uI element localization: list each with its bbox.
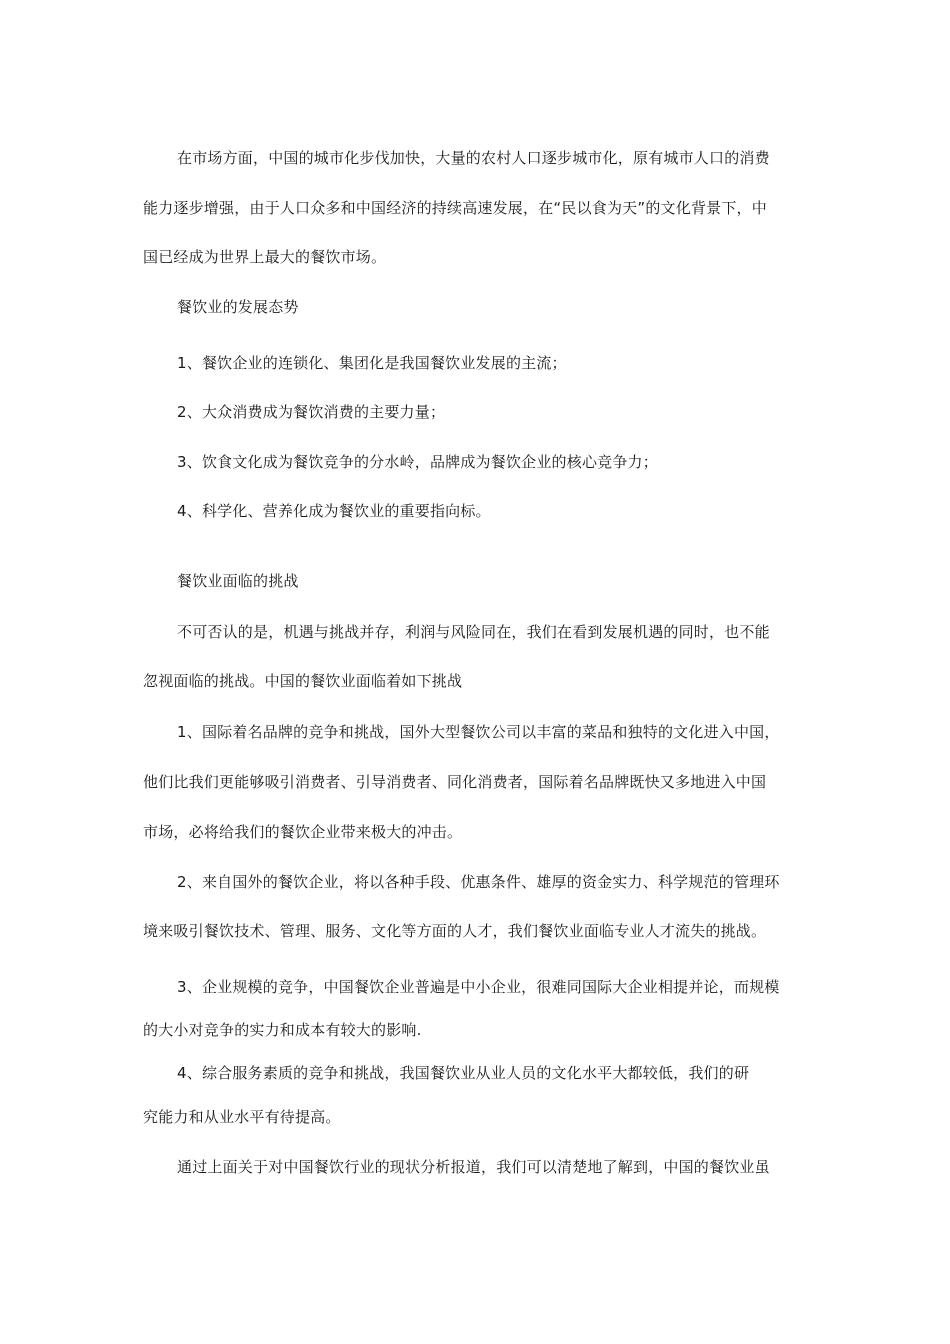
challenge-item-1-line-1: 1、国际着名品牌的竞争和挑战，国外大型餐饮公司以丰富的菜品和独特的文化进入中国， bbox=[177, 723, 780, 741]
section-heading-challenges: 餐饮业面临的挑战 bbox=[177, 572, 299, 590]
challenge-item-3-line-2: 的大小对竞争的实力和成本有较大的影响. bbox=[143, 1021, 422, 1039]
challenge-item-3-line-1: 3、企业规模的竞争，中国餐饮企业普遍是中小企业，很难同国际大企业相提并论，而规模 bbox=[177, 978, 780, 996]
challenge-item-1-line-2: 他们比我们更能够吸引消费者、引导消费者、同化消费者，国际着名品牌既快又多地进入中国 bbox=[143, 773, 767, 791]
trend-item-2: 2、大众消费成为餐饮消费的主要力量； bbox=[177, 403, 446, 421]
challenge-item-1-line-3: 市场，必将给我们的餐饮企业带来极大的冲击。 bbox=[143, 823, 463, 841]
paragraph-challenges-line-1: 不可否认的是，机遇与挑战并存，利润与风险同在，我们在看到发展机遇的同时，也不能 bbox=[177, 623, 770, 641]
trend-item-3: 3、饮食文化成为餐饮竞争的分水岭，品牌成为餐饮企业的核心竞争力； bbox=[177, 453, 658, 471]
paragraph-challenges-line-2: 忽视面临的挑战。中国的餐饮业面临着如下挑战 bbox=[143, 672, 463, 690]
challenge-item-4-line-1: 4、综合服务素质的竞争和挑战，我国餐饮业从业人员的文化水平大都较低，我们的研 bbox=[177, 1064, 750, 1082]
paragraph-conclusion-line-1: 通过上面关于对中国餐饮行业的现状分析报道，我们可以清楚地了解到，中国的餐饮业虽 bbox=[177, 1158, 770, 1176]
challenge-item-2-line-2: 境来吸引餐饮技术、管理、服务、文化等方面的人才，我们餐饮业面临专业人才流失的挑战。 bbox=[143, 922, 767, 940]
challenge-item-2-line-1: 2、来自国外的餐饮企业，将以各种手段、优惠条件、雄厚的资金实力、科学规范的管理环 bbox=[177, 873, 780, 891]
challenge-item-4-line-2: 究能力和从业水平有待提高。 bbox=[143, 1108, 341, 1126]
paragraph-market-line-3: 国已经成为世界上最大的餐饮市场。 bbox=[143, 248, 387, 266]
section-heading-trends: 餐饮业的发展态势 bbox=[177, 298, 299, 316]
paragraph-market-line-1: 在市场方面，中国的城市化步伐加快，大量的农村人口逐步城市化，原有城市人口的消费 bbox=[177, 149, 770, 167]
trend-item-1: 1、餐饮企业的连锁化、集团化是我国餐饮业发展的主流； bbox=[177, 354, 567, 372]
trend-item-4: 4、科学化、营养化成为餐饮业的重要指向标。 bbox=[177, 502, 491, 520]
paragraph-market-line-2: 能力逐步增强，由于人口众多和中国经济的持续高速发展，在“民以食为天”的文化背景下，中 bbox=[143, 199, 767, 217]
